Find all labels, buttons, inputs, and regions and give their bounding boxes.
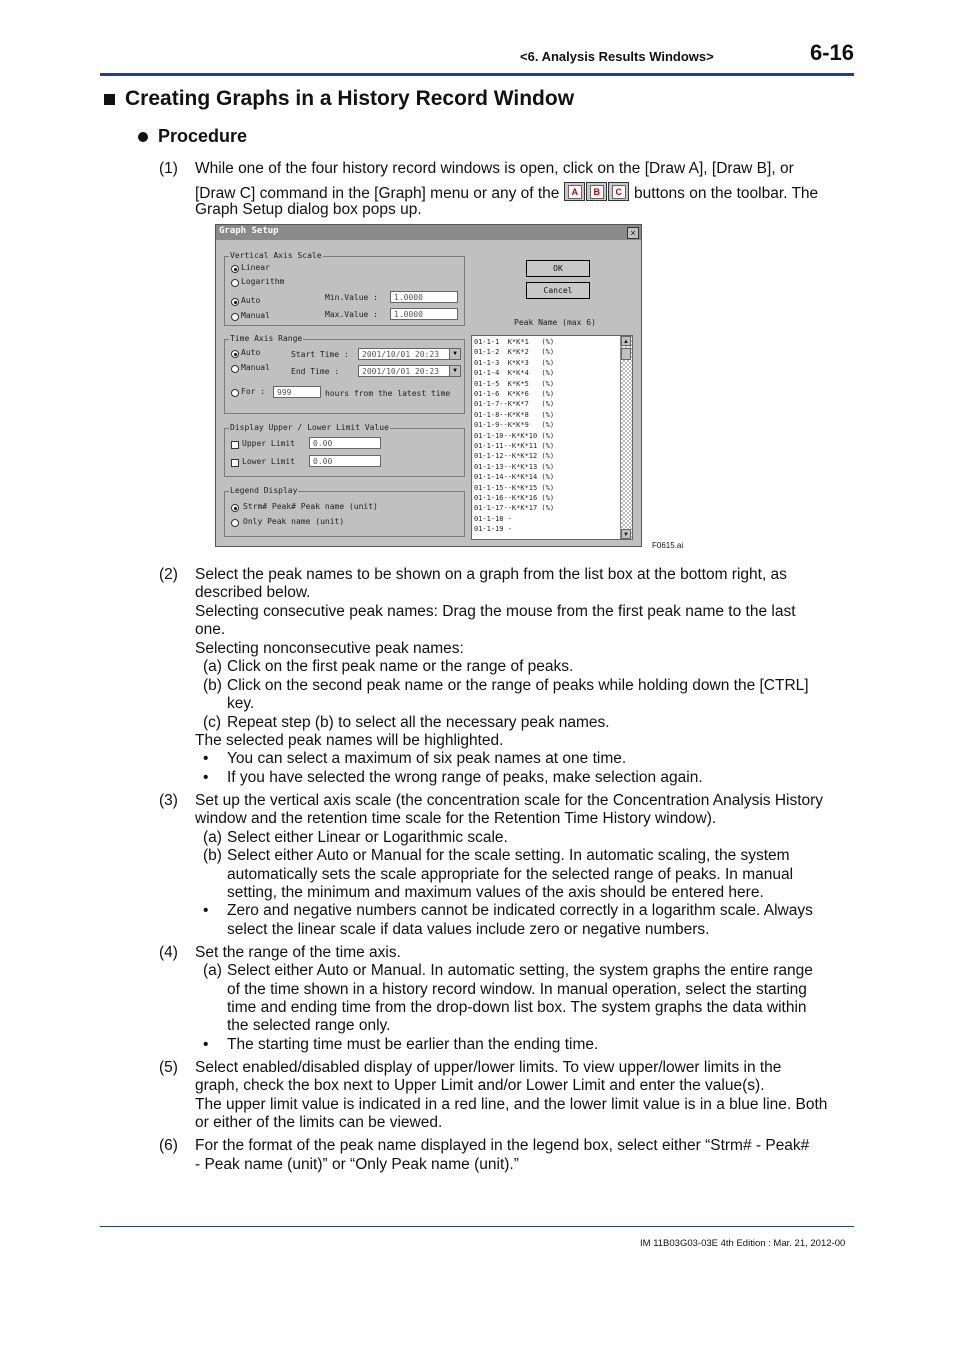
sub-label: (c) — [203, 714, 222, 731]
step-text: Select enabled/disabled display of upper/lower limits. To view upper/lower limits in the — [195, 1059, 782, 1076]
section-title: Creating Graphs in a History Record Window — [104, 87, 574, 111]
sub-label: (a) — [203, 658, 222, 675]
time-auto-radio[interactable] — [231, 350, 239, 358]
cancel-button[interactable]: Cancel — [526, 282, 590, 299]
legend-strm-radio[interactable] — [231, 504, 239, 512]
list-item[interactable]: 01-1-18 - — [474, 514, 512, 523]
list-item[interactable]: 01-1-3 K*K*3 (%) — [474, 358, 555, 367]
time-for-radio[interactable] — [231, 389, 239, 397]
list-item[interactable]: 01-1-6 K*K*6 (%) — [474, 390, 555, 398]
bullet-icon: • — [203, 1036, 209, 1053]
step-text: Set the range of the time axis. — [195, 944, 401, 961]
sub-text: of the time shown in a history record window. In manual operation, select the starting — [227, 981, 807, 998]
step-number: (5) — [159, 1059, 178, 1076]
logarithmic-radio[interactable] — [231, 279, 239, 287]
sub-label: (a) — [203, 829, 222, 846]
list-item[interactable]: 01-1-12--K*K*12 (%) — [474, 452, 555, 461]
list-item[interactable]: 01-1-10--K*K*10 (%) — [474, 431, 555, 440]
sub-text: time and ending time from the drop-down list box. The system graphs the data within — [227, 999, 807, 1016]
step-text: Set up the vertical axis scale (the concentration scale for the Concentration Analysis History — [195, 792, 824, 809]
step-number: (3) — [159, 792, 178, 809]
list-item[interactable]: 01-1-5 K*K*5 (%) — [474, 379, 555, 388]
step-text: or either of the limits can be viewed. — [195, 1114, 443, 1131]
scale-auto-radio[interactable] — [231, 298, 239, 306]
step-text: Select the peak names to be shown on a graph from the list box at the bottom right, as — [195, 566, 787, 583]
circle-bullet-icon — [138, 132, 148, 142]
note-text: You can select a maximum of six peak names at one time. — [227, 750, 627, 767]
upper-limit-checkbox[interactable] — [231, 441, 239, 449]
draw-c-icon: C — [608, 182, 629, 201]
step-text: one. — [195, 621, 226, 638]
note-text: Zero and negative numbers cannot be indicated correctly in a logarithm scale. Always — [227, 902, 813, 919]
chevron-down-icon: ▼ — [449, 349, 460, 359]
header-rule — [100, 73, 854, 76]
time-axis-group: Time Axis Range Auto Manual Start Time : 2001/10/01 20:23 ▼ End Time : 2001/10/01 20:23 ▼ For : 999 hours from the latest time — [224, 339, 465, 414]
max-value-field[interactable]: 1.0000 — [390, 308, 458, 320]
list-item[interactable]: 01-1-4 K*K*4 (%) — [474, 369, 555, 378]
step-text: [Draw C] command in the [Graph] menu or any of the A B C buttons on the toolbar. The — [195, 182, 818, 204]
sub-label: (a) — [203, 962, 222, 979]
list-item[interactable]: 01-1-11--K*K*11 (%) — [474, 442, 555, 450]
step-number: (1) — [159, 160, 178, 177]
step-text: While one of the four history record windows is open, click on the [Draw A], [Draw B], or — [195, 160, 794, 177]
for-hours-field[interactable]: 999 — [273, 386, 321, 398]
scrollbar[interactable] — [620, 336, 632, 539]
sub-text: setting, the minimum and maximum values of the axis should be entered here. — [227, 884, 764, 901]
upper-limit-field[interactable]: 0.00 — [309, 437, 381, 449]
scroll-up-icon[interactable]: ▲ — [621, 336, 631, 346]
step-text: graph, check the box next to Upper Limit and/or Lower Limit and enter the value(s). — [195, 1077, 765, 1094]
min-value-field[interactable]: 1.0000 — [390, 291, 458, 303]
step-text: The upper limit value is indicated in a red line, and the lower limit value is in a blue line. Both — [195, 1096, 828, 1113]
bullet-icon: • — [203, 750, 209, 767]
peak-name-label: Peak Name (max 6) — [514, 318, 596, 327]
end-time-dropdown[interactable]: 2001/10/01 20:23 ▼ — [358, 365, 461, 377]
list-item[interactable]: 01-1-9--K*K*9 (%) — [474, 421, 555, 430]
sub-text: Select either Auto or Manual for the scale setting. In automatic scaling, the system — [227, 847, 790, 864]
time-manual-radio[interactable] — [231, 365, 239, 373]
figure-id: F0615.ai — [652, 541, 684, 550]
sub-text: Select either Linear or Logarithmic scale. — [227, 829, 508, 846]
scroll-down-icon[interactable]: ▼ — [621, 529, 631, 539]
page-number: 6-16 — [810, 40, 855, 65]
chapter-header: <6. Analysis Results Windows> — [520, 49, 714, 64]
close-icon[interactable]: × — [627, 227, 639, 239]
step-number: (6) — [159, 1137, 178, 1154]
sub-label: (b) — [203, 847, 222, 864]
bullet-icon: • — [203, 769, 209, 786]
list-item[interactable]: 01-1-2 K*K*2 (%) — [474, 348, 555, 357]
sub-text: key. — [227, 695, 255, 712]
ok-button[interactable]: OK — [526, 260, 590, 277]
scroll-thumb[interactable] — [621, 348, 631, 360]
sub-text: the selected range only. — [227, 1017, 391, 1034]
sub-text: Repeat step (b) to select all the necessary peak names. — [227, 714, 610, 731]
bullet-icon: • — [203, 902, 209, 919]
sub-label: (b) — [203, 677, 222, 694]
scale-manual-radio[interactable] — [231, 313, 239, 321]
limit-group: Display Upper / Lower Limit Value Upper Limit 0.00 Lower Limit 0.00 — [224, 428, 465, 477]
list-item[interactable]: 01-1-8--K*K*8 (%) — [474, 410, 555, 419]
square-bullet-icon — [104, 94, 115, 105]
list-item[interactable]: 01-1-14--K*K*14 (%) — [474, 473, 555, 482]
note-text: select the linear scale if data values include zero or negative numbers. — [227, 921, 710, 938]
step-text: The selected peak names will be highlighted. — [195, 732, 504, 749]
graph-setup-dialog — [215, 224, 642, 547]
sub-text: Click on the first peak name or the range of peaks. — [227, 658, 574, 675]
step-text: window and the retention time scale for the Retention Time History window). — [195, 810, 717, 827]
dialog-titlebar — [216, 225, 641, 240]
draw-b-icon: B — [586, 182, 607, 201]
step-text: described below. — [195, 584, 311, 601]
dialog-title: Graph Setup — [219, 226, 279, 236]
start-time-dropdown[interactable]: 2001/10/01 20:23 ▼ — [358, 348, 461, 360]
step-text: Graph Setup dialog box pops up. — [195, 201, 422, 218]
note-text: The starting time must be earlier than the ending time. — [227, 1036, 599, 1053]
step-text: Selecting consecutive peak names: Drag the mouse from the first peak name to the last — [195, 603, 796, 620]
lower-limit-field[interactable]: 0.00 — [309, 455, 381, 467]
list-item[interactable]: 01-1-7--K*K*7 (%) — [474, 400, 555, 409]
footer-rule — [100, 1226, 854, 1227]
peak-name-listbox[interactable] — [471, 335, 633, 540]
step-number: (4) — [159, 944, 178, 961]
subsection-title: Procedure — [138, 126, 247, 147]
list-item[interactable]: 01-1-13--K*K*13 (%) — [474, 462, 555, 471]
list-item[interactable]: 01-1-16--K*K*16 (%) — [474, 494, 555, 502]
document-code: IM 11B03G03-03E 4th Edition : Mar. 21, 2012-00 — [640, 1238, 846, 1249]
list-item[interactable]: 01-1-15--K*K*15 (%) — [474, 483, 555, 492]
legend-only-name-radio[interactable] — [231, 519, 239, 527]
draw-a-icon: A — [564, 182, 585, 201]
step-number: (2) — [159, 566, 178, 583]
sub-text: Select either Auto or Manual. In automatic setting, the system graphs the entire range — [227, 962, 813, 979]
lower-limit-checkbox[interactable] — [231, 459, 239, 467]
list-item[interactable]: 01-1-17--K*K*17 (%) — [474, 504, 555, 513]
note-text: If you have selected the wrong range of peaks, make selection again. — [227, 769, 703, 786]
list-item[interactable]: 01-1-1 K*K*1 (%) — [474, 338, 555, 346]
list-item[interactable]: 01-1-19 - — [474, 525, 512, 534]
sub-text: Click on the second peak name or the range of peaks while holding down the [CTRL] — [227, 677, 809, 694]
legend-display-group: Legend Display Strm# Peak# Peak name (unit) Only Peak name (unit) — [224, 491, 465, 537]
step-text: Selecting nonconsecutive peak names: — [195, 640, 464, 657]
sub-text: automatically sets the scale appropriate for the selected range of peaks. In manual — [227, 866, 794, 883]
step-text: - Peak name (unit)” or “Only Peak name (unit).” — [195, 1156, 519, 1173]
draw-toolbar-icons — [564, 185, 634, 202]
chevron-down-icon: ▼ — [449, 366, 460, 376]
linear-radio[interactable] — [231, 265, 239, 273]
vertical-axis-group: Vertical Axis Scale Linear Logarithm Auto Manual Min.Value : 1.0000 Max.Value : 1.0000 — [224, 256, 465, 326]
step-text: For the format of the peak name displayed in the legend box, select either “Strm# - Peak# — [195, 1137, 810, 1154]
